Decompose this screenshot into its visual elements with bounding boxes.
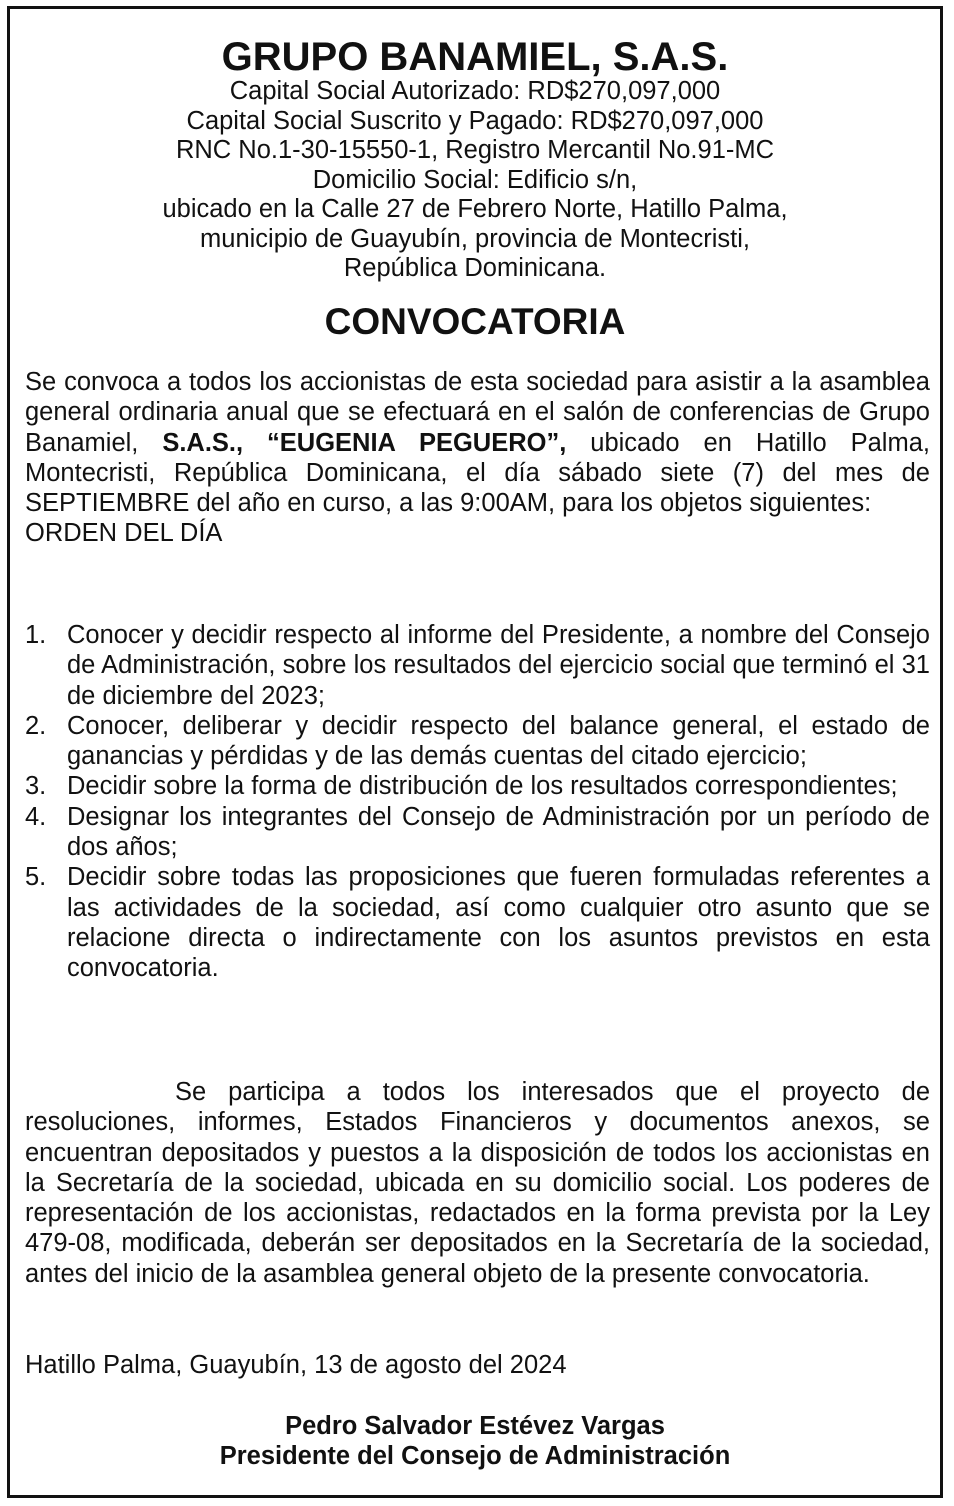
company-header — [10, 37, 940, 284]
agenda-item-number: 3. — [25, 772, 47, 801]
intro-text-end: ubicado en Hatillo Palma, Montecristi, República Dominicana, el día sábado siete (7) del mes de SEPTIEMBRE del año en curso, a las 9:00AM, para los objetos siguientes: — [25, 428, 930, 518]
agenda-item-text: Designar los integrantes del Consejo de Administración por un período de dos años; — [67, 802, 930, 862]
notice-frame — [7, 6, 943, 1498]
agenda-list — [25, 620, 930, 984]
document-title: CONVOCATORIA — [324, 300, 626, 342]
notice-paragraph — [25, 1077, 930, 1289]
registration-numbers: RNC No.1-30-15550-1, Registro Mercantil No.91-MC — [175, 136, 775, 164]
agenda-item — [25, 620, 930, 711]
domicile-line: Domicilio Social: Edificio s/n, — [312, 165, 638, 194]
company-name: GRUPO BANAMIEL, S.A.S. — [221, 35, 729, 79]
agenda-item-text: Decidir sobre todas las proposiciones que fueren formuladas referentes a las actividades de la sociedad, así como cualquier otro asunto que se relacione directa o indirectamente con los asuntos previstos en esta convocatoria. — [67, 863, 930, 983]
agenda-item-text: Decidir sobre la forma de distribución de los resultados correspondientes; — [67, 772, 898, 801]
notice-section — [25, 1077, 930, 1289]
agenda-item — [25, 862, 930, 983]
intro-text-start: Se convoca a todos los accionistas de esta sociedad para asistir a la asamblea general ordinaria anual que se efectuará en el salón de conferencias de Grupo Banamiel, — [25, 368, 930, 457]
venue-name: S.A.S., “EUGENIA PEGUERO”, — [162, 428, 567, 457]
signature-block — [10, 1411, 940, 1472]
agenda-item-text: Conocer, deliberar y decidir respecto del balance general, el estado de ganancias y pérdidas y de las demás cuentas del citado ejercicio; — [67, 711, 930, 771]
municipality-line: municipio de Guayubín, provincia de Montecristi, — [200, 224, 750, 253]
address-line: ubicado en la Calle 27 de Febrero Norte, Hatillo Palma, — [162, 195, 788, 223]
agenda-heading: ORDEN DEL DÍA — [25, 519, 223, 548]
signatory-name: Pedro Salvador Estévez Vargas — [285, 1412, 665, 1440]
agenda-item-text: Conocer y decidir respecto al informe del Presidente, a nombre del Consejo de Administración, sobre los resultados del ejercicio social que terminó el 31 de diciembre del 2023; — [67, 621, 930, 710]
authorized-capital: Capital Social Autorizado: RD$270,097,000 — [229, 77, 721, 105]
agenda-item-number: 4. — [25, 802, 47, 831]
agenda-item — [25, 711, 930, 772]
agenda-item — [25, 771, 930, 801]
intro-section — [25, 367, 930, 549]
agenda-item-number: 5. — [25, 863, 47, 892]
agenda-item — [25, 802, 930, 863]
paid-capital: Capital Social Suscrito y Pagado: RD$270,097,000 — [186, 106, 764, 135]
agenda-item-number: 1. — [25, 621, 47, 649]
place-date: Hatillo Palma, Guayubín, 13 de agosto del 2024 — [25, 1351, 567, 1379]
country-line: República Dominicana. — [343, 254, 607, 282]
intro-paragraph — [25, 367, 930, 518]
signatory-role: Presidente del Consejo de Administración — [219, 1442, 731, 1471]
notice-text: Se participa a todos los interesados que el proyecto de resoluciones, informes, Estados Financieros y documentos anexos, se encuentran depositados y puestos a la disposición de todos los accionistas en la Secretaría de la sociedad, ubicada en su domicilio social. Los poderes de representación de los accionistas, redactados en la forma prevista por la Ley 479-08, modificada, deberán ser depositados en la Secretaría de la sociedad, antes del inicio de la asamblea general objeto de la presente convocatoria. — [25, 1078, 930, 1288]
agenda-item-number: 2. — [25, 711, 47, 740]
